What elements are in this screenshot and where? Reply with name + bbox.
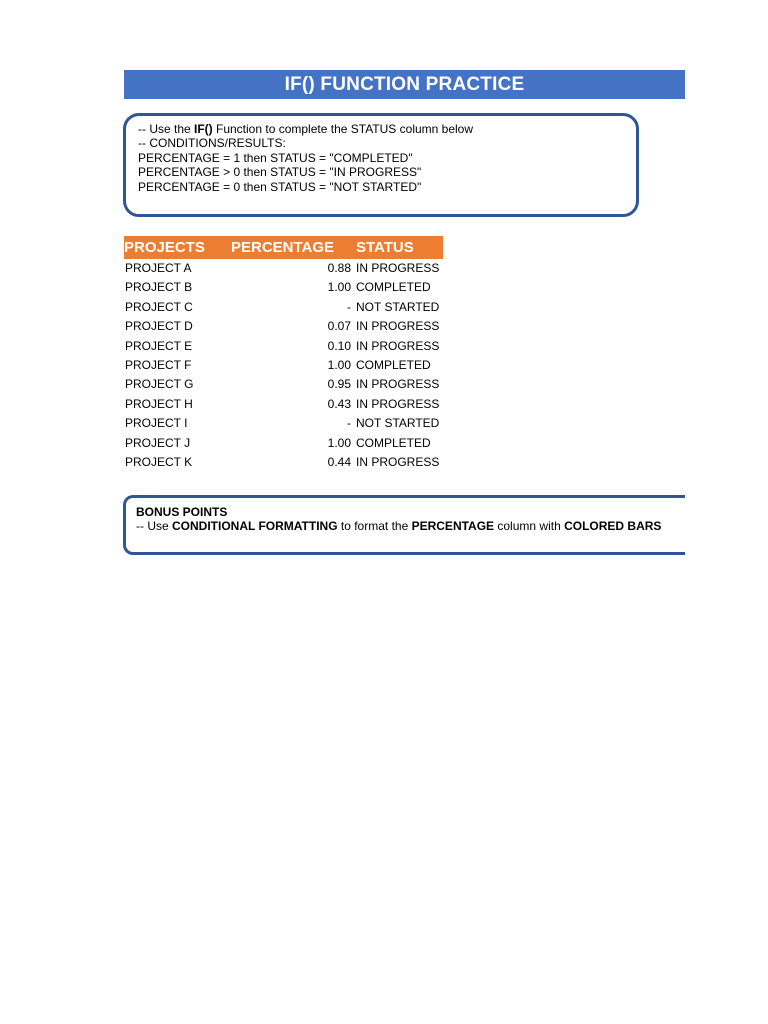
cell-percentage[interactable]: 0.07 (327, 319, 351, 334)
cell-percentage[interactable]: 0.43 (327, 396, 351, 411)
bonus-box (123, 495, 685, 555)
cell-project[interactable]: PROJECT B (125, 280, 193, 295)
header-status[interactable]: STATUS (356, 239, 414, 256)
bonus-heading-text: BONUS POINTS (136, 505, 228, 519)
bonus-text-b2: PERCENTAGE (411, 519, 495, 534)
cell-percentage[interactable]: 0.88 (327, 261, 351, 275)
cell-project[interactable]: PROJECT A (125, 261, 192, 275)
cell-project[interactable]: PROJECT C (125, 299, 193, 314)
cell-project[interactable]: PROJECT J (125, 435, 191, 450)
header-projects[interactable]: PROJECTS (124, 239, 205, 256)
instruction-line-5: PERCENTAGE = 0 then STATUS = "NOT STARTED" (138, 179, 422, 194)
cell-status[interactable]: IN PROGRESS (356, 454, 440, 469)
instruction-line-4: PERCENTAGE > 0 then STATUS = "IN PROGRESS" (138, 165, 422, 180)
header-percentage[interactable]: PERCENTAGE (231, 239, 335, 256)
instruction-line-1-suffix: Function to complete the STATUS column below (212, 122, 474, 136)
cell-percentage[interactable]: 0.95 (327, 377, 351, 392)
bonus-text-b3: COLORED BARS (564, 519, 662, 534)
cell-project[interactable]: PROJECT K (125, 454, 193, 469)
instruction-line-1-bold: IF() (194, 122, 213, 136)
cell-percentage[interactable]: 0.10 (327, 338, 351, 353)
cell-project[interactable]: PROJECT H (125, 396, 193, 411)
cell-status[interactable]: COMPLETED (356, 280, 431, 295)
bonus-text-p2: to format the (337, 519, 412, 534)
cell-project[interactable]: PROJECT D (125, 319, 193, 334)
instruction-line-3: PERCENTAGE = 1 then STATUS = "COMPLETED" (138, 150, 413, 165)
cell-status[interactable]: COMPLETED (356, 435, 431, 450)
cell-project[interactable]: PROJECT F (125, 357, 192, 372)
bonus-text-b1: CONDITIONAL FORMATTING (172, 519, 338, 534)
page-title: IF() FUNCTION PRACTICE (124, 70, 685, 99)
cell-percentage[interactable]: 1.00 (327, 357, 351, 372)
cell-status[interactable]: NOT STARTED (356, 416, 440, 431)
cell-status[interactable]: IN PROGRESS (356, 377, 440, 392)
bonus-text-p3: column with (494, 519, 565, 534)
cell-project[interactable]: PROJECT G (125, 377, 194, 392)
cell-project[interactable]: PROJECT I (125, 416, 188, 431)
instruction-line-1-prefix: -- Use the (138, 122, 195, 136)
instruction-line-2: -- CONDITIONS/RESULTS: (138, 136, 286, 151)
cell-percentage[interactable]: 1.00 (327, 280, 351, 295)
cell-status[interactable]: NOT STARTED (356, 299, 440, 314)
cell-status[interactable]: IN PROGRESS (356, 396, 440, 411)
bonus-text (136, 519, 685, 533)
bonus-heading (136, 505, 685, 519)
cell-status[interactable]: IN PROGRESS (356, 319, 440, 334)
cell-percentage[interactable]: 0.44 (327, 454, 351, 469)
cell-status[interactable]: COMPLETED (356, 357, 431, 372)
bonus-text-p1: -- Use (136, 519, 172, 534)
cell-status[interactable]: IN PROGRESS (356, 338, 440, 353)
cell-percentage[interactable]: - (347, 416, 351, 431)
cell-percentage[interactable]: 1.00 (327, 435, 351, 450)
cell-percentage[interactable]: - (347, 299, 351, 314)
cell-status[interactable]: IN PROGRESS (356, 261, 440, 275)
cell-project[interactable]: PROJECT E (125, 338, 193, 353)
